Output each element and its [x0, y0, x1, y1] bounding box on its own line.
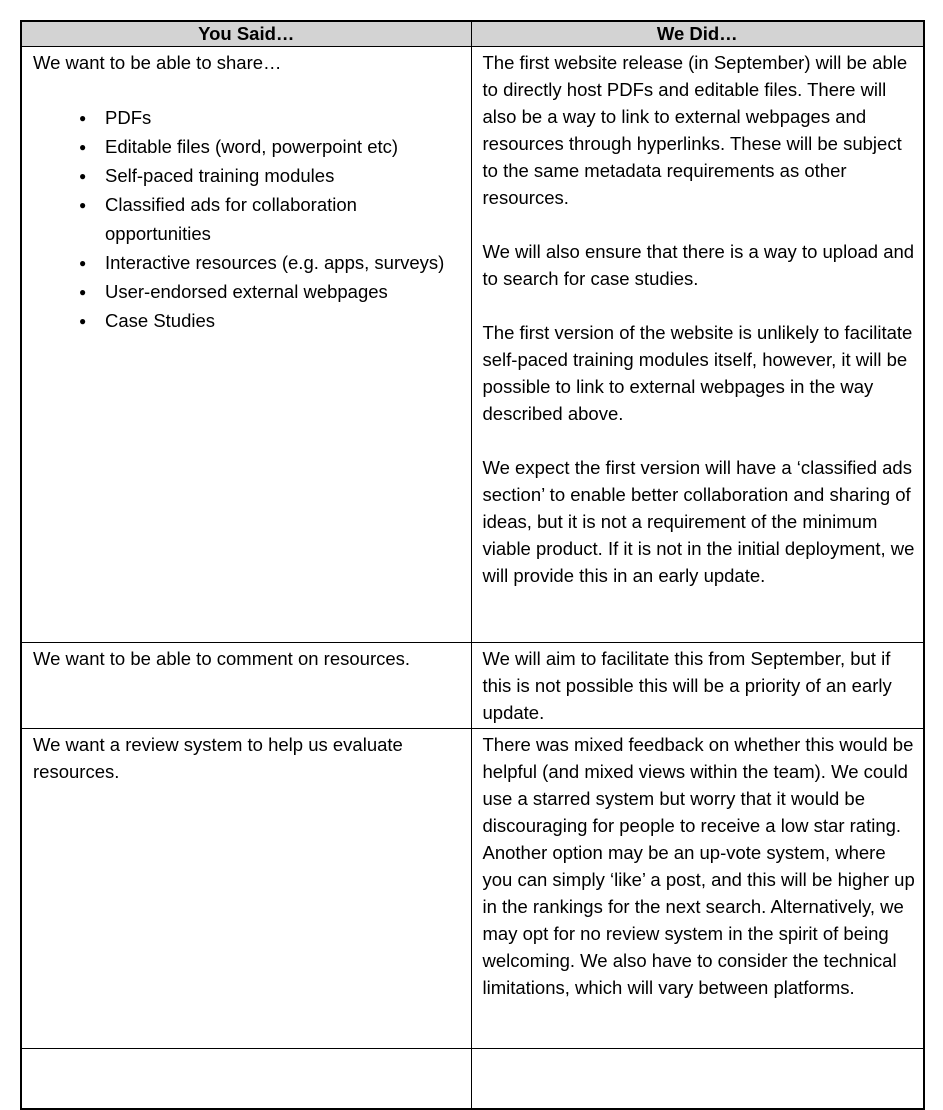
you-said-share-intro: We want to be able to share…	[33, 52, 282, 73]
cell-we-did-review	[471, 729, 924, 1049]
we-did-paragraph: We will also ensure that there is a way to upload and to search for case studies.	[482, 241, 915, 289]
cell-you-said-share	[21, 47, 471, 643]
table-row-cutoff	[21, 1049, 924, 1109]
header-cell-you-said: You Said…	[21, 21, 471, 47]
table-row-share	[21, 47, 924, 643]
table-header-row	[21, 21, 924, 47]
bullet-item: ● Case Studies	[33, 306, 463, 335]
we-did-paragraph: The first version of the website is unlikely to facilitate self-paced training modules itself, however, it will be possible to link to external webpages in the way described above.	[482, 322, 913, 424]
cell-you-said-review	[21, 729, 471, 1049]
header-cell-we-did: We Did…	[471, 21, 924, 47]
you-said-we-did-table	[20, 20, 925, 1110]
bullet-item: ● User-endorsed external webpages	[33, 277, 463, 306]
we-did-paragraph: The first website release (in September) will be able to directly host PDFs and editable files. There will also be a way to link to external webpages and resources through hyperlinks. These will be subject to the same metadata requirements as other resources.	[482, 52, 908, 208]
you-said-share-bullet-list	[33, 103, 463, 335]
we-did-paragraph: We will aim to facilitate this from September, but if this is not possible this will be a priority of an early update.	[482, 648, 892, 723]
we-did-paragraph: We expect the first version will have a ‘classified ads section’ to enable better collaboration and sharing of ideas, but it is not a requirement of the minimum viable product. If it is not in the initial deployment, we will provide this in an early update.	[482, 457, 915, 586]
bullet-item: ● Interactive resources (e.g. apps, surveys)	[33, 248, 463, 277]
bullet-item: ● PDFs	[33, 103, 463, 132]
table-row-review-system	[21, 729, 924, 1049]
cell-we-did-share	[471, 47, 924, 643]
bullet-item: ● Self-paced training modules	[33, 161, 463, 190]
you-said-comment-text: We want to be able to comment on resources.	[33, 648, 411, 669]
cell-we-did-comment	[471, 643, 924, 729]
bullet-item: ● Editable files (word, powerpoint etc)	[33, 132, 463, 161]
cell-you-said-cutoff	[21, 1049, 471, 1109]
you-said-review-text: We want a review system to help us evaluate resources.	[33, 734, 403, 782]
table-row-comment	[21, 643, 924, 729]
cell-we-did-cutoff	[471, 1049, 924, 1109]
bullet-item: ● Classified ads for collaboration opportunities	[33, 190, 463, 248]
we-did-paragraph: There was mixed feedback on whether this would be helpful (and mixed views within the team). We could use a starred system but worry that it would be discouraging for people to receive a low star rating. Another option may be an up-vote system, where you can simply ‘like’ a post, and this will be higher up in the rankings for the next search. Alternatively, we may opt for no review system in the spirit of being welcoming. We also have to consider the technical limitations, which will vary between platforms.	[482, 734, 915, 998]
cell-you-said-comment	[21, 643, 471, 729]
